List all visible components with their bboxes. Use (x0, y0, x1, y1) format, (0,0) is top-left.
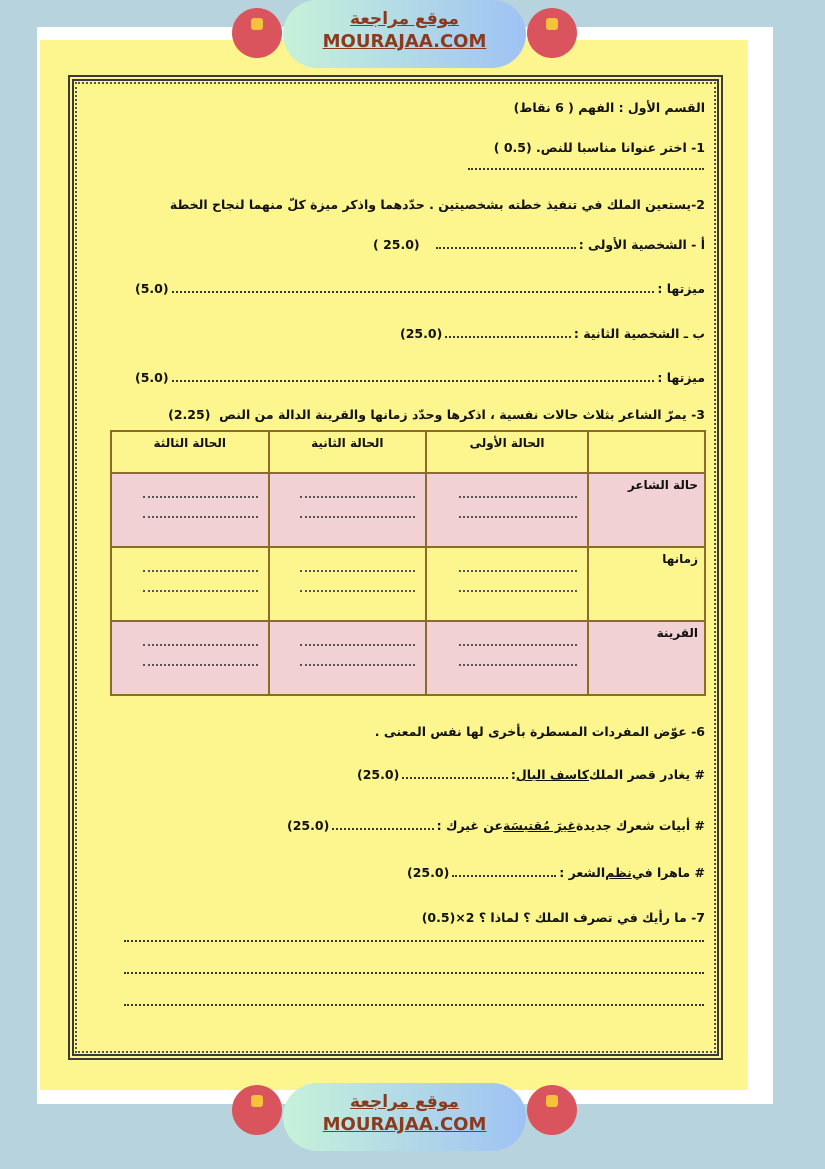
question-2: 2-يستعين الملك في تنفيذ خطته بشخصيتين . حدّدهما واذكر ميزة كلّ منهما لنجاح الخطة (169, 197, 705, 212)
item-text: # يغادر قصر الملك (589, 767, 705, 782)
site-banner-top[interactable] (283, 0, 526, 68)
answer-cell[interactable] (111, 547, 269, 621)
q6-item (407, 865, 705, 880)
answer-line (445, 330, 571, 338)
item-text: الشعر : (559, 865, 606, 880)
label: ميزتها : (657, 370, 705, 385)
site-banner-bottom[interactable] (283, 1083, 526, 1151)
row-label: زمانها (588, 547, 705, 621)
q3-text: 3- يمرّ الشاعر بثلاث حالات نفسية ، اذكرها وحدّد زمانها والقرينة الدالة من النص (219, 407, 705, 422)
answer-line (172, 374, 655, 382)
banner-arabic: موقع مراجعة (350, 1092, 459, 1112)
question-3 (168, 407, 705, 422)
site-logo-icon (232, 1085, 282, 1135)
question-7 (422, 910, 705, 925)
answer-line (452, 869, 556, 877)
table-header-row (111, 431, 705, 473)
banner-english: MOURAJAA.COM (322, 31, 487, 52)
banner-arabic: موقع مراجعة (350, 9, 459, 29)
mark: (25.0) (400, 326, 443, 341)
mark: (25.0 ) (373, 237, 420, 252)
answer-line (436, 241, 576, 249)
question-6: 6- عوّض المفردات المسطرة بأخرى لها نفس المعنى . (374, 724, 705, 739)
table-row (111, 621, 705, 695)
table-row (111, 547, 705, 621)
header-cell (588, 431, 705, 473)
mark: (25.0) (407, 865, 450, 880)
answer-cell[interactable] (426, 473, 588, 547)
label: ميزتها : (657, 281, 705, 296)
q2-second-character (400, 326, 705, 341)
answer-cell[interactable] (269, 621, 427, 695)
answer-cell[interactable] (269, 547, 427, 621)
header-cell: الحالة الأولى (426, 431, 588, 473)
row-label: القرينة (588, 621, 705, 695)
underlined-word: نظم (605, 865, 632, 880)
q2-first-character (350, 237, 705, 252)
mark: (25.0) (357, 767, 400, 782)
answer-line (124, 972, 704, 974)
item-text: عن غيرك : (436, 818, 504, 833)
mark: (5.0) (135, 370, 169, 385)
site-logo-icon (527, 1085, 577, 1135)
q7-mark: (0.5)×2 (421, 910, 475, 925)
answer-cell[interactable] (111, 473, 269, 547)
q1-text: 1- اختر عنوانا مناسبا للنص. (536, 140, 705, 155)
question-1 (494, 140, 705, 155)
mark: (25.0) (287, 818, 330, 833)
mark: (5.0) (135, 281, 169, 296)
answer-line (402, 771, 508, 779)
row-label: حالة الشاعر (588, 473, 705, 547)
answer-line (332, 822, 433, 830)
q2-first-trait (135, 281, 705, 296)
answer-line (124, 940, 704, 942)
header-cell: الحالة الثانية (269, 431, 427, 473)
answer-cell[interactable] (426, 621, 588, 695)
site-logo-icon (232, 8, 282, 58)
site-logo-icon (527, 8, 577, 58)
section-title: القسم الأول : الفهم ( 6 نقاط) (513, 100, 705, 115)
item-text: : (510, 767, 516, 782)
answer-cell[interactable] (426, 547, 588, 621)
q2-second-trait (135, 370, 705, 385)
answer-line (468, 168, 704, 170)
q7-text: 7- ما رأيك في تصرف الملك ؟ لماذا ؟ (478, 910, 705, 925)
q3-mark: (2.25) (168, 407, 211, 422)
underlined-word: غيرَ مُقتبسَة (503, 818, 577, 833)
banner-english: MOURAJAA.COM (322, 1114, 487, 1135)
states-table (110, 430, 706, 696)
underlined-word: كاسف البال (515, 767, 590, 782)
label: ب ـ الشخصية الثانية : (573, 326, 705, 341)
q6-item (357, 767, 705, 782)
table-row (111, 473, 705, 547)
label: أ - الشخصية الأولى : (578, 237, 705, 252)
header-cell: الحالة الثالثة (111, 431, 269, 473)
item-text: # ماهرا في (631, 865, 705, 880)
answer-cell[interactable] (111, 621, 269, 695)
answer-line (172, 285, 655, 293)
q1-mark: (0.5 ) (493, 140, 532, 155)
answer-line (124, 1004, 704, 1006)
q6-item (287, 818, 705, 833)
item-text: # أبيات شعرك جديدة (576, 818, 705, 833)
answer-cell[interactable] (269, 473, 427, 547)
